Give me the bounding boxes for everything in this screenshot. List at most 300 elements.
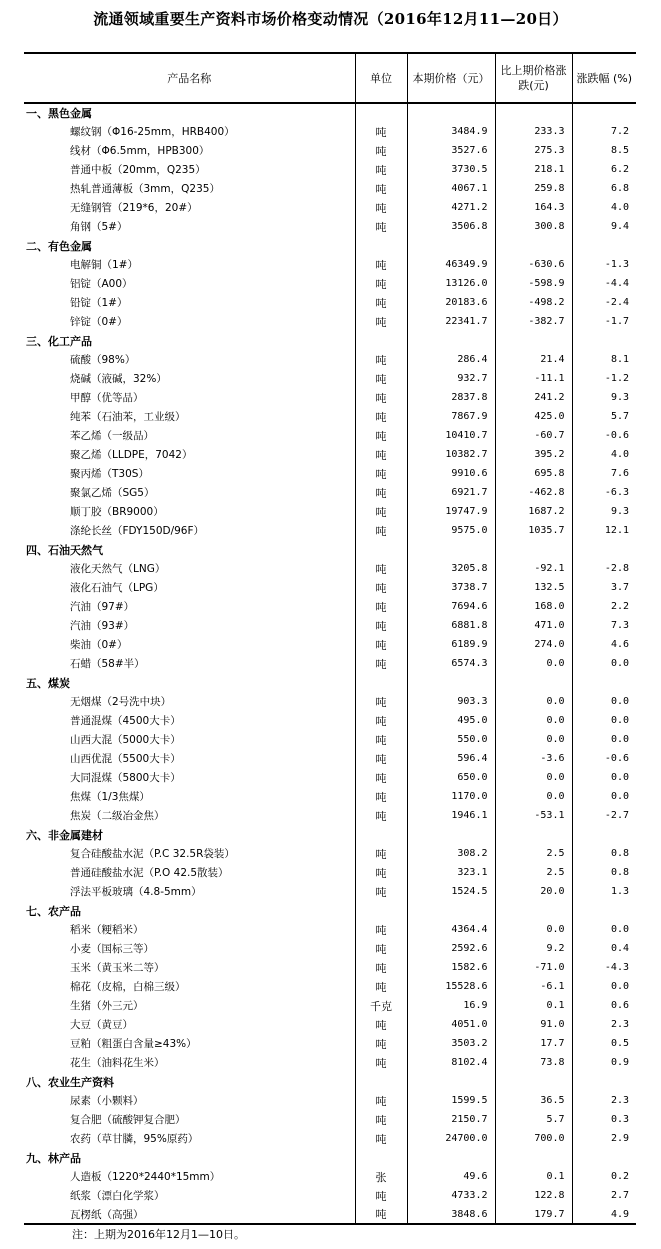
empty-cell	[572, 1072, 636, 1091]
product-name-cell: 锌锭（0#）	[70, 316, 128, 328]
table-header	[24, 53, 636, 103]
table-row	[24, 1110, 636, 1129]
change-cell: 0.1	[495, 996, 572, 1015]
price-cell: 1582.6	[407, 958, 495, 977]
product-name-cell: 柴油（0#）	[70, 639, 128, 651]
change-cell: 275.3	[495, 141, 572, 160]
product-name-cell: 玉米（黄玉米二等）	[70, 962, 165, 974]
empty-cell	[355, 1072, 407, 1091]
product-name-cell: 无缝钢管（219*6，20#）	[70, 202, 198, 214]
category-label: 二、有色金属	[26, 239, 92, 253]
change-cell: 274.0	[495, 635, 572, 654]
column-header-unit: 单位	[355, 53, 407, 103]
price-cell: 4051.0	[407, 1015, 495, 1034]
pct-cell: -0.6	[572, 426, 636, 445]
price-cell: 3738.7	[407, 578, 495, 597]
empty-cell	[355, 673, 407, 692]
table-row	[24, 122, 636, 141]
product-name-cell: 石蜡（58#半）	[70, 658, 145, 670]
category-label: 六、非金属建材	[26, 828, 103, 842]
empty-cell	[572, 673, 636, 692]
unit-cell: 吨	[355, 616, 407, 635]
change-cell: 471.0	[495, 616, 572, 635]
pct-cell: 6.8	[572, 179, 636, 198]
product-name-cell: 铝锭（A00）	[70, 278, 133, 290]
unit-cell: 吨	[355, 559, 407, 578]
unit-cell: 吨	[355, 445, 407, 464]
unit-cell: 吨	[355, 1053, 407, 1072]
table-row	[24, 730, 636, 749]
table-row	[24, 749, 636, 768]
pct-cell: -1.3	[572, 255, 636, 274]
pct-cell: 1.3	[572, 882, 636, 901]
product-name-cell: 无烟煤（2号洗中块）	[70, 696, 172, 708]
price-cell: 3205.8	[407, 559, 495, 578]
price-cell: 46349.9	[407, 255, 495, 274]
change-cell: 0.0	[495, 920, 572, 939]
price-cell: 4067.1	[407, 179, 495, 198]
price-cell: 3730.5	[407, 160, 495, 179]
product-name-cell: 焦煤（1/3焦煤）	[70, 791, 150, 803]
unit-cell: 吨	[355, 502, 407, 521]
unit-cell: 吨	[355, 388, 407, 407]
unit-cell: 吨	[355, 217, 407, 236]
change-cell: 0.1	[495, 1167, 572, 1186]
unit-cell: 吨	[355, 179, 407, 198]
table-row	[24, 293, 636, 312]
pct-cell: -2.4	[572, 293, 636, 312]
category-row	[24, 236, 636, 255]
pct-cell: 0.5	[572, 1034, 636, 1053]
unit-cell: 吨	[355, 293, 407, 312]
page-title: 流通领域重要生产资料市场价格变动情况（2016年12月11—20日）	[93, 10, 568, 28]
pct-cell: -2.8	[572, 559, 636, 578]
price-table	[24, 52, 636, 1225]
unit-cell: 吨	[355, 749, 407, 768]
change-cell: 0.0	[495, 730, 572, 749]
table-row	[24, 578, 636, 597]
change-cell: -6.1	[495, 977, 572, 996]
product-name-cell: 稻米（粳稻米）	[70, 924, 144, 936]
product-name-cell: 山西大混（5000大卡）	[70, 734, 181, 746]
table-row	[24, 768, 636, 787]
change-cell: 9.2	[495, 939, 572, 958]
empty-cell	[355, 825, 407, 844]
product-name-cell: 液化石油气（LPG）	[70, 582, 164, 594]
empty-cell	[407, 236, 495, 255]
empty-cell	[407, 103, 495, 122]
price-cell: 7694.6	[407, 597, 495, 616]
product-name-cell: 涤纶长丝（FDY150D/96F）	[70, 525, 205, 537]
category-row	[24, 1072, 636, 1091]
product-name-cell: 汽油（97#）	[70, 601, 135, 613]
empty-cell	[495, 1072, 572, 1091]
pct-cell: 9.4	[572, 217, 636, 236]
table-row	[24, 1053, 636, 1072]
price-cell: 6881.8	[407, 616, 495, 635]
change-cell: 233.3	[495, 122, 572, 141]
price-cell: 10382.7	[407, 445, 495, 464]
column-header-change: 比上期价格涨跌(元)	[495, 53, 572, 103]
product-name-cell: 硫酸（98%）	[70, 354, 136, 366]
pct-cell: 0.0	[572, 654, 636, 673]
unit-cell: 吨	[355, 920, 407, 939]
product-name-cell: 棉花（皮棉，白棉三级）	[70, 981, 186, 993]
change-cell: 695.8	[495, 464, 572, 483]
product-name-cell: 复合肥（硫酸钾复合肥）	[70, 1114, 186, 1126]
price-cell: 932.7	[407, 369, 495, 388]
change-cell: 0.0	[495, 787, 572, 806]
change-cell: -630.6	[495, 255, 572, 274]
unit-cell: 吨	[355, 958, 407, 977]
pct-cell: 5.7	[572, 407, 636, 426]
product-name-cell: 铅锭（1#）	[70, 297, 128, 309]
pct-cell: -4.3	[572, 958, 636, 977]
pct-cell: -2.7	[572, 806, 636, 825]
change-cell: 1687.2	[495, 502, 572, 521]
unit-cell: 吨	[355, 483, 407, 502]
unit-cell: 吨	[355, 274, 407, 293]
pct-cell: 0.6	[572, 996, 636, 1015]
table-row	[24, 407, 636, 426]
table-row	[24, 863, 636, 882]
price-cell: 8102.4	[407, 1053, 495, 1072]
unit-cell: 吨	[355, 787, 407, 806]
unit-cell: 吨	[355, 578, 407, 597]
empty-cell	[407, 901, 495, 920]
unit-cell: 吨	[355, 350, 407, 369]
table-row	[24, 388, 636, 407]
product-name-cell: 普通混煤（4500大卡）	[70, 715, 181, 727]
product-name-cell: 山西优混（5500大卡）	[70, 753, 181, 765]
price-cell: 2592.6	[407, 939, 495, 958]
unit-cell: 吨	[355, 521, 407, 540]
empty-cell	[407, 673, 495, 692]
unit-cell: 吨	[355, 730, 407, 749]
table-row	[24, 654, 636, 673]
change-cell: 218.1	[495, 160, 572, 179]
price-cell: 16.9	[407, 996, 495, 1015]
table-row	[24, 692, 636, 711]
price-cell: 4364.4	[407, 920, 495, 939]
unit-cell: 吨	[355, 692, 407, 711]
category-row	[24, 103, 636, 122]
product-name-cell: 普通硅酸盐水泥（P.O 42.5散装）	[70, 867, 229, 879]
product-name-cell: 烧碱（液碱，32%）	[70, 373, 167, 385]
pct-cell: 0.8	[572, 844, 636, 863]
product-name-cell: 农药（草甘膦，95%原药）	[70, 1133, 199, 1145]
pct-cell: 0.2	[572, 1167, 636, 1186]
product-name-cell: 尿素（小颗料）	[70, 1095, 144, 1107]
change-cell: 132.5	[495, 578, 572, 597]
unit-cell: 吨	[355, 844, 407, 863]
pct-cell: 8.5	[572, 141, 636, 160]
change-cell: 20.0	[495, 882, 572, 901]
empty-cell	[572, 825, 636, 844]
price-cell: 495.0	[407, 711, 495, 730]
table-row	[24, 1034, 636, 1053]
change-cell: 0.0	[495, 692, 572, 711]
unit-cell: 吨	[355, 122, 407, 141]
price-cell: 1170.0	[407, 787, 495, 806]
unit-cell: 吨	[355, 426, 407, 445]
pct-cell: 2.7	[572, 1186, 636, 1205]
table-row	[24, 198, 636, 217]
price-cell: 3503.2	[407, 1034, 495, 1053]
pct-cell: 0.0	[572, 920, 636, 939]
pct-cell: -6.3	[572, 483, 636, 502]
change-cell: -71.0	[495, 958, 572, 977]
unit-cell: 吨	[355, 977, 407, 996]
empty-cell	[355, 1148, 407, 1167]
product-name-cell: 大同混煤（5800大卡）	[70, 772, 181, 784]
price-cell: 49.6	[407, 1167, 495, 1186]
column-header-pct: 涨跌幅 (%)	[572, 53, 636, 103]
product-name-cell: 纸浆（漂白化学浆）	[70, 1190, 165, 1202]
change-cell: -60.7	[495, 426, 572, 445]
unit-cell: 吨	[355, 407, 407, 426]
unit-cell: 吨	[355, 654, 407, 673]
empty-cell	[572, 331, 636, 350]
table-row	[24, 217, 636, 236]
price-cell: 1599.5	[407, 1091, 495, 1110]
unit-cell: 吨	[355, 768, 407, 787]
category-label: 五、煤炭	[26, 676, 70, 690]
change-cell: -3.6	[495, 749, 572, 768]
pct-cell: 0.0	[572, 692, 636, 711]
product-name-cell: 角钢（5#）	[70, 221, 128, 233]
change-cell: -92.1	[495, 559, 572, 578]
unit-cell: 吨	[355, 369, 407, 388]
price-cell: 6921.7	[407, 483, 495, 502]
change-cell: 0.0	[495, 768, 572, 787]
product-name-cell: 焦炭（二级冶金焦）	[70, 810, 165, 822]
change-cell: 241.2	[495, 388, 572, 407]
change-cell: 17.7	[495, 1034, 572, 1053]
change-cell: -598.9	[495, 274, 572, 293]
unit-cell: 吨	[355, 1034, 407, 1053]
price-cell: 13126.0	[407, 274, 495, 293]
unit-cell: 吨	[355, 141, 407, 160]
table-row	[24, 559, 636, 578]
empty-cell	[407, 1072, 495, 1091]
change-cell: 0.0	[495, 711, 572, 730]
change-cell: 395.2	[495, 445, 572, 464]
change-cell: 164.3	[495, 198, 572, 217]
pct-cell: 2.3	[572, 1015, 636, 1034]
pct-cell: 0.0	[572, 768, 636, 787]
unit-cell: 吨	[355, 635, 407, 654]
table-row	[24, 977, 636, 996]
pct-cell: 0.4	[572, 939, 636, 958]
price-cell: 550.0	[407, 730, 495, 749]
category-row	[24, 331, 636, 350]
unit-cell: 吨	[355, 1091, 407, 1110]
table-row	[24, 806, 636, 825]
unit-cell: 吨	[355, 1129, 407, 1148]
product-name-cell: 线材（Φ6.5mm，HPB300）	[70, 145, 210, 157]
product-name-cell: 花生（油料花生米）	[70, 1057, 165, 1069]
product-name-cell: 液化天然气（LNG）	[70, 563, 166, 575]
unit-cell: 张	[355, 1167, 407, 1186]
product-name-cell: 浮法平板玻璃（4.8-5mm）	[70, 886, 202, 898]
empty-cell	[495, 540, 572, 559]
pct-cell: -1.2	[572, 369, 636, 388]
pct-cell: 9.3	[572, 502, 636, 521]
price-cell: 596.4	[407, 749, 495, 768]
table-row	[24, 939, 636, 958]
unit-cell: 吨	[355, 1205, 407, 1224]
table-row	[24, 882, 636, 901]
change-cell: 2.5	[495, 863, 572, 882]
table-row	[24, 160, 636, 179]
category-label: 九、林产品	[26, 1151, 81, 1165]
table-row	[24, 1015, 636, 1034]
pct-cell: 2.9	[572, 1129, 636, 1148]
category-row	[24, 901, 636, 920]
empty-cell	[407, 331, 495, 350]
unit-cell: 吨	[355, 312, 407, 331]
change-cell: 1035.7	[495, 521, 572, 540]
unit-cell: 千克	[355, 996, 407, 1015]
change-cell: 91.0	[495, 1015, 572, 1034]
change-cell: 179.7	[495, 1205, 572, 1224]
price-cell: 6574.3	[407, 654, 495, 673]
table-row	[24, 350, 636, 369]
product-name-cell: 聚乙烯（LLDPE，7042）	[70, 449, 193, 461]
change-cell: -53.1	[495, 806, 572, 825]
pct-cell: -4.4	[572, 274, 636, 293]
change-cell: -462.8	[495, 483, 572, 502]
unit-cell: 吨	[355, 160, 407, 179]
price-cell: 3484.9	[407, 122, 495, 141]
table-row	[24, 274, 636, 293]
change-cell: 300.8	[495, 217, 572, 236]
unit-cell: 吨	[355, 882, 407, 901]
empty-cell	[495, 1148, 572, 1167]
product-name-cell: 苯乙烯（一级品）	[70, 430, 154, 442]
price-cell: 286.4	[407, 350, 495, 369]
pct-cell: 0.9	[572, 1053, 636, 1072]
empty-cell	[495, 236, 572, 255]
empty-cell	[572, 236, 636, 255]
change-cell: -382.7	[495, 312, 572, 331]
product-name-cell: 大豆（黄豆）	[70, 1019, 133, 1031]
empty-cell	[355, 331, 407, 350]
unit-cell: 吨	[355, 198, 407, 217]
price-cell: 3527.6	[407, 141, 495, 160]
price-cell: 15528.6	[407, 977, 495, 996]
price-cell: 3848.6	[407, 1205, 495, 1224]
price-cell: 2837.8	[407, 388, 495, 407]
change-cell: 700.0	[495, 1129, 572, 1148]
price-cell: 20183.6	[407, 293, 495, 312]
product-name-cell: 聚丙烯（T30S）	[70, 468, 149, 480]
table-row	[24, 141, 636, 160]
product-name-cell: 甲醇（优等品）	[70, 392, 144, 404]
product-name-cell: 生猪（外三元）	[70, 1000, 144, 1012]
table-row	[24, 996, 636, 1015]
price-cell: 4271.2	[407, 198, 495, 217]
table-row	[24, 597, 636, 616]
pct-cell: 4.0	[572, 198, 636, 217]
price-cell: 10410.7	[407, 426, 495, 445]
unit-cell: 吨	[355, 1015, 407, 1034]
category-label: 八、农业生产资料	[26, 1075, 114, 1089]
price-cell: 7867.9	[407, 407, 495, 426]
column-header-name: 产品名称	[24, 53, 355, 103]
category-row	[24, 1148, 636, 1167]
empty-cell	[572, 540, 636, 559]
pct-cell: 0.0	[572, 977, 636, 996]
table-row	[24, 179, 636, 198]
product-name-cell: 聚氯乙烯（SG5）	[70, 487, 155, 499]
column-header-price: 本期价格（元）	[407, 53, 495, 103]
category-label: 四、石油天然气	[26, 543, 103, 557]
price-cell: 1524.5	[407, 882, 495, 901]
price-cell: 22341.7	[407, 312, 495, 331]
price-cell: 9910.6	[407, 464, 495, 483]
change-cell: -498.2	[495, 293, 572, 312]
table-row	[24, 445, 636, 464]
table-row	[24, 1091, 636, 1110]
unit-cell: 吨	[355, 806, 407, 825]
pct-cell: 2.3	[572, 1091, 636, 1110]
empty-cell	[572, 1148, 636, 1167]
price-cell: 3506.8	[407, 217, 495, 236]
table-row	[24, 920, 636, 939]
empty-cell	[495, 901, 572, 920]
unit-cell: 吨	[355, 863, 407, 882]
table-row	[24, 635, 636, 654]
pct-cell: -1.7	[572, 312, 636, 331]
empty-cell	[495, 673, 572, 692]
empty-cell	[407, 825, 495, 844]
table-row	[24, 312, 636, 331]
empty-cell	[355, 103, 407, 122]
pct-cell: 0.0	[572, 787, 636, 806]
pct-cell: 7.2	[572, 122, 636, 141]
pct-cell: 8.1	[572, 350, 636, 369]
price-cell: 2150.7	[407, 1110, 495, 1129]
category-row	[24, 825, 636, 844]
empty-cell	[407, 540, 495, 559]
pct-cell: 7.6	[572, 464, 636, 483]
change-cell: 122.8	[495, 1186, 572, 1205]
category-label: 一、黑色金属	[26, 107, 92, 120]
pct-cell: 12.1	[572, 521, 636, 540]
table-row	[24, 426, 636, 445]
product-name-cell: 普通中板（20mm，Q235）	[70, 164, 206, 176]
change-cell: 259.8	[495, 179, 572, 198]
price-cell: 24700.0	[407, 1129, 495, 1148]
product-name-cell: 螺纹钢（Φ16-25mm，HRB400）	[70, 126, 235, 138]
table-row	[24, 464, 636, 483]
price-cell: 19747.9	[407, 502, 495, 521]
product-name-cell: 汽油（93#）	[70, 620, 135, 632]
product-name-cell: 人造板（1220*2440*15mm）	[70, 1171, 221, 1183]
category-row	[24, 540, 636, 559]
price-cell: 9575.0	[407, 521, 495, 540]
category-label: 三、化工产品	[26, 334, 92, 348]
table-row	[24, 616, 636, 635]
product-name-cell: 电解铜（1#）	[70, 259, 138, 271]
table-row	[24, 521, 636, 540]
unit-cell: 吨	[355, 1110, 407, 1129]
table-row	[24, 369, 636, 388]
unit-cell: 吨	[355, 711, 407, 730]
change-cell: 0.0	[495, 654, 572, 673]
